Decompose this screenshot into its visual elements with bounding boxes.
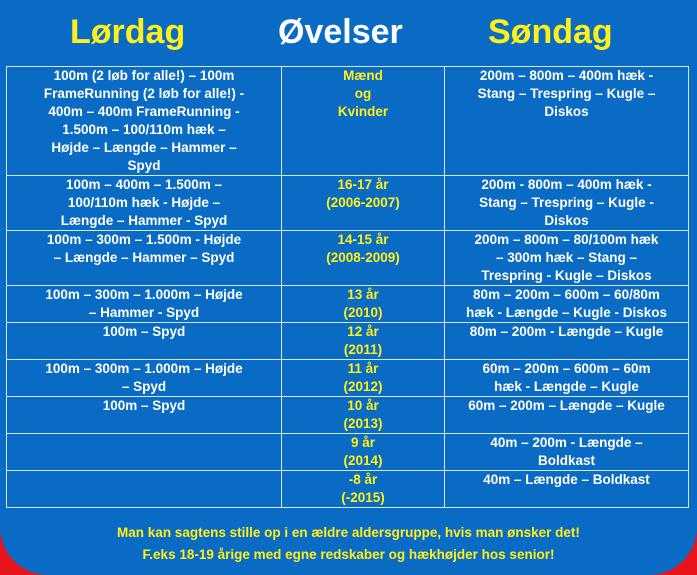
age-group-cell: 13 år (2010) [282,286,445,323]
age-group-cell: 11 år (2012) [282,360,445,397]
age-group-cell: 16-17 år (2006-2007) [282,176,445,231]
events-heading: Øvelser [278,13,403,51]
age-group-cell: 10 år (2013) [282,397,445,434]
saturday-cell: 100m – 300m – 1.000m – Højde – Hammer - Spyd [7,286,282,323]
sunday-cell: 60m – 200m – Længde – Kugle [445,397,689,434]
table-row [7,434,689,471]
table-row [7,397,689,434]
table-row [7,231,689,286]
saturday-cell [7,434,282,471]
saturday-cell: 100m – 300m – 1.500m - Højde – Længde – Hammer – Spyd [7,231,282,286]
sunday-cell: 60m – 200m – 600m – 60m hæk - Længde – Kugle [445,360,689,397]
saturday-cell: 100m (2 løb for alle!) – 100m FrameRunning (2 løb for alle!) - 400m – 400m FrameRunning - 1.500m – 100/110m hæk – Højde – Længde – Hammer – Spyd [7,67,282,176]
table-row [7,471,689,508]
sunday-cell: 200m - 800m – 400m hæk - Stang – Trespring – Kugle - Diskos [445,176,689,231]
sunday-cell: 200m – 800m – 400m hæk - Stang – Trespring – Kugle – Diskos [445,67,689,176]
footer-line-2: F.eks 18-19 årige med egne redskaber og hækhøjder hos senior! [142,547,555,562]
age-group-cell: 12 år (2011) [282,323,445,360]
saturday-cell: 100m – 300m – 1.000m – Højde – Spyd [7,360,282,397]
age-group-cell: 14-15 år (2008-2009) [282,231,445,286]
sunday-cell: 40m – 200m - Længde – Boldkast [445,434,689,471]
table-row [7,176,689,231]
header [0,0,697,64]
saturday-heading: Lørdag [70,13,186,51]
saturday-cell: 100m – Spyd [7,323,282,360]
table-row [7,67,689,176]
sunday-cell: 80m – 200m – 600m – 60/80m hæk - Længde – Kugle - Diskos [445,286,689,323]
sunday-heading: Søndag [488,13,613,51]
sunday-cell: 200m – 800m – 80/100m hæk – 300m hæk – Stang – Trespring - Kugle – Diskos [445,231,689,286]
age-group-cell: 9 år (2014) [282,434,445,471]
table-row [7,323,689,360]
age-group-cell: -8 år (-2015) [282,471,445,508]
saturday-cell: 100m – 400m – 1.500m – 100/110m hæk - Højde – Længde – Hammer - Spyd [7,176,282,231]
age-group-cell: Mænd og Kvinder [282,67,445,176]
footer-note [0,522,697,566]
schedule-table [6,66,689,508]
sunday-cell: 40m – Længde – Boldkast [445,471,689,508]
saturday-cell: 100m – Spyd [7,397,282,434]
saturday-cell [7,471,282,508]
table-row [7,360,689,397]
sunday-cell: 80m – 200m - Længde – Kugle [445,323,689,360]
footer-line-1: Man kan sagtens stille op i en ældre aldersgruppe, hvis man ønsker det! [117,525,580,540]
table-row [7,286,689,323]
